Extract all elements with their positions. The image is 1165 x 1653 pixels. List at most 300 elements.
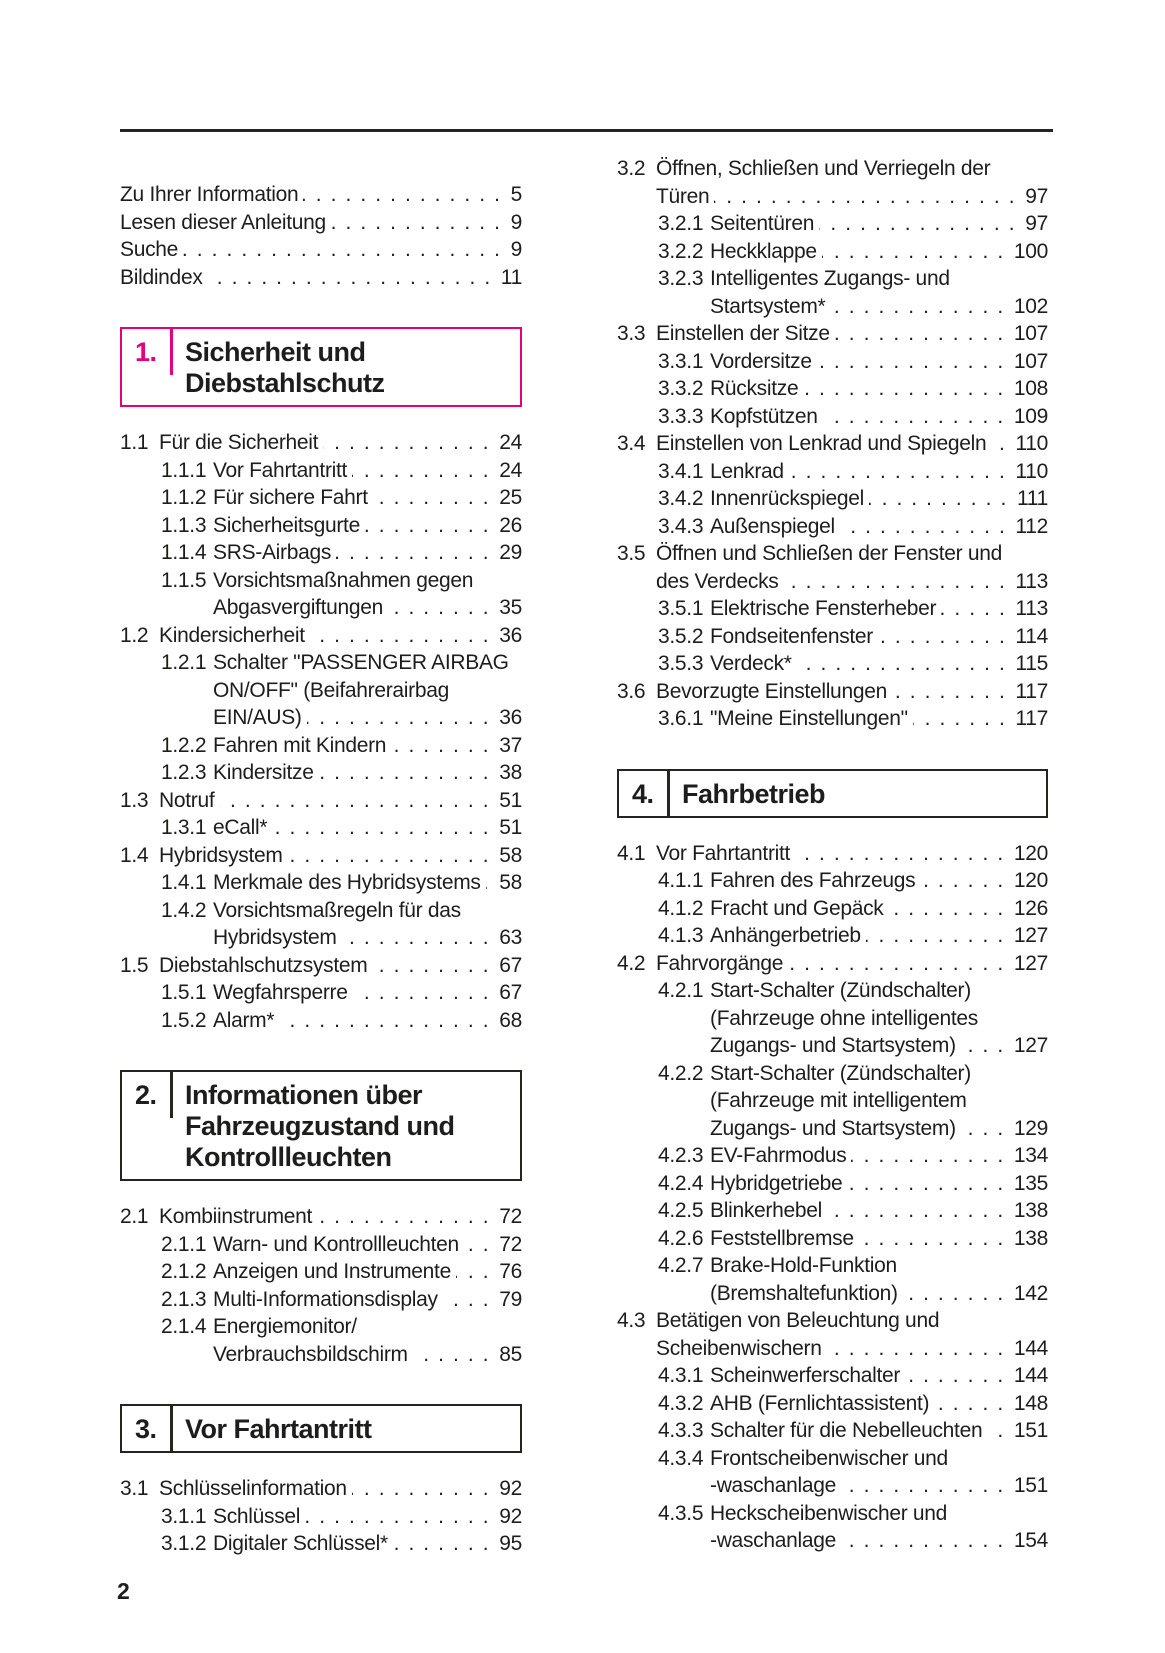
dot-leader — [486, 869, 491, 897]
dot-leader — [859, 1225, 1005, 1253]
toc-entry — [617, 922, 1048, 950]
dot-leader — [789, 458, 1007, 486]
toc-entry — [120, 649, 522, 732]
entry-number: 4.2.3 — [658, 1144, 704, 1167]
toc-entry — [120, 1530, 522, 1558]
entry-title: Heckscheibenwischer und — [710, 1501, 948, 1525]
dot-leader — [795, 840, 1005, 868]
toc-entry-line — [617, 403, 1048, 431]
entry-number: 3.4.1 — [658, 459, 704, 483]
section-title — [170, 1072, 463, 1179]
toc-entry — [617, 1142, 1048, 1170]
entry-title: Merkmale des Hybridsystems — [213, 871, 481, 894]
entry-page: 68 — [499, 1008, 522, 1032]
entry-page: 138 — [1013, 1226, 1048, 1250]
toc-entry — [617, 705, 1048, 733]
entry-title: Schalter "PASSENGER AIRBAG — [213, 651, 509, 674]
dot-leader — [783, 568, 1006, 596]
toc-entry-line — [617, 293, 1048, 321]
entry-page: 97 — [1025, 212, 1048, 235]
dot-leader — [288, 842, 491, 870]
dot-leader — [365, 512, 490, 540]
toc-entry-line — [120, 236, 522, 264]
entry-page: 111 — [1016, 487, 1048, 510]
dot-leader — [388, 594, 490, 622]
entry-page: 129 — [1013, 1116, 1048, 1140]
toc-entry — [120, 209, 522, 237]
toc-entry-line — [120, 1286, 522, 1314]
toc-entry-line — [617, 1307, 1048, 1335]
toc-entry — [120, 622, 522, 650]
dot-leader — [991, 430, 1006, 458]
entry-title: Lenkrad — [710, 459, 784, 483]
entry-number: 1.1.5 — [161, 568, 207, 592]
entry-title: Kindersicherheit — [159, 623, 305, 647]
toc-entry — [617, 1060, 1048, 1143]
entry-page: 127 — [1013, 951, 1048, 975]
entry-title: Heckklappe — [710, 239, 817, 263]
toc-entry-line — [120, 1007, 522, 1035]
dot-leader — [272, 814, 490, 842]
entry-title: Energiemonitor/ — [213, 1315, 357, 1338]
toc-entry-line — [120, 1258, 522, 1286]
toc-entry-line — [617, 568, 1048, 596]
entry-number: 3.3.1 — [658, 349, 704, 373]
toc-entry-line — [120, 924, 522, 952]
entry-page: 67 — [499, 981, 522, 1004]
toc-entry — [120, 429, 522, 457]
toc-entry — [120, 979, 522, 1007]
toc-entry-line — [120, 1503, 522, 1531]
entry-page: 102 — [1013, 294, 1048, 318]
entry-number: 3.1.1 — [161, 1504, 207, 1528]
dot-leader — [823, 403, 1005, 431]
entry-number: 2.1.3 — [161, 1287, 207, 1311]
toc-entry — [120, 842, 522, 870]
toc-entry — [617, 1500, 1048, 1555]
entry-number: 1.1.3 — [161, 513, 207, 537]
dot-leader — [822, 238, 1005, 266]
toc-entry-line — [617, 183, 1048, 211]
toc-entry-line — [120, 759, 522, 787]
entry-number: 3.3.2 — [658, 377, 704, 400]
section-title-line: Vor Fahrtantritt — [185, 1414, 372, 1444]
entry-page: 37 — [499, 733, 522, 757]
entry-number: 4.2 — [617, 951, 646, 975]
entry-number: 3.5.1 — [658, 597, 704, 620]
entry-number: 1.4 — [120, 843, 149, 867]
toc-entry-line — [120, 649, 522, 677]
entry-title: Start-Schalter (Zündschalter) — [710, 979, 971, 1002]
toc-entry — [120, 236, 522, 264]
entry-number: 1.4.2 — [161, 898, 207, 922]
entry-title: Digitaler Schlüssel* — [213, 1532, 388, 1555]
toc-entry — [617, 623, 1048, 651]
entry-number: 4.1.2 — [658, 896, 704, 920]
toc-entry-line — [617, 1005, 1048, 1033]
entry-number: 4.2.5 — [658, 1199, 704, 1222]
toc-entry-line — [120, 952, 522, 980]
dot-leader — [303, 181, 501, 209]
toc-entry-line — [617, 238, 1048, 266]
toc-entry-line — [617, 1115, 1048, 1143]
dot-leader — [835, 320, 1005, 348]
toc-entry — [617, 1170, 1048, 1198]
entry-title: Lesen dieser Anleitung — [120, 210, 326, 234]
dot-leader — [342, 924, 491, 952]
dot-leader — [803, 375, 1005, 403]
dot-leader — [443, 1286, 490, 1314]
entry-number: 3.2.1 — [658, 212, 704, 235]
toc-entry — [617, 1197, 1048, 1225]
entry-title: (Fahrzeuge ohne intelligentes — [710, 1006, 978, 1030]
entry-page: 117 — [1015, 707, 1048, 730]
section-box — [120, 1070, 522, 1181]
entry-number: 1.1 — [120, 431, 149, 454]
section-title-line: Kontrollleuchten — [185, 1142, 392, 1172]
toc-entry — [617, 430, 1048, 458]
toc-entry — [120, 1258, 522, 1286]
entry-title: Innenrückspiegel — [710, 487, 864, 510]
dot-leader — [310, 622, 490, 650]
toc-entry — [120, 814, 522, 842]
entry-page: 148 — [1013, 1391, 1048, 1415]
toc-entry — [120, 512, 522, 540]
toc-entry-line — [617, 650, 1048, 678]
entry-title: Elektrische Fensterheber — [710, 597, 937, 620]
entry-number: 4.3 — [617, 1309, 646, 1332]
entry-title: Alarm* — [213, 1008, 275, 1032]
entry-number: 4.2.4 — [658, 1171, 704, 1195]
entry-page: 35 — [499, 596, 522, 619]
toc-entry-line — [617, 1472, 1048, 1500]
toc-entry-line — [120, 1341, 522, 1369]
entry-number: 4.2.1 — [658, 979, 704, 1002]
dot-leader — [913, 705, 1007, 733]
entry-page: 72 — [499, 1205, 522, 1228]
dot-leader — [307, 704, 491, 732]
dot-leader — [851, 1142, 1004, 1170]
entry-title: Bildindex — [120, 265, 203, 289]
entry-title: Verbrauchsbildschirm — [213, 1342, 408, 1366]
toc-entry-line — [617, 623, 1048, 651]
toc-entry — [120, 952, 522, 980]
toc-entry — [617, 375, 1048, 403]
toc-entry-line — [617, 922, 1048, 950]
entry-page: 72 — [499, 1232, 522, 1256]
toc-entry — [617, 265, 1048, 320]
entry-number: 3.3 — [617, 322, 646, 345]
section-divider — [667, 771, 670, 817]
entry-number: 1.1.1 — [161, 458, 207, 482]
toc-entry-group — [120, 1203, 522, 1368]
entry-title: -waschanlage — [710, 1474, 836, 1497]
toc-entry — [617, 1445, 1048, 1500]
entry-number: 3.1.2 — [161, 1532, 207, 1555]
toc-entry-line — [120, 897, 522, 925]
entry-number: 1.2.2 — [161, 733, 207, 757]
toc-entry-line — [617, 1087, 1048, 1115]
toc-entry-line — [120, 842, 522, 870]
entry-number: 3.2 — [617, 157, 646, 180]
toc-entry-line — [120, 677, 522, 705]
toc-entry-line — [617, 1032, 1048, 1060]
entry-number: 4.2.6 — [658, 1226, 704, 1250]
dot-leader — [353, 979, 491, 1007]
dot-leader — [961, 1032, 1005, 1060]
entry-number: 1.5.1 — [161, 981, 207, 1004]
toc-entry-line — [617, 1527, 1048, 1555]
entry-page: 51 — [499, 788, 522, 812]
section-number: 1. — [135, 337, 157, 367]
entry-number: 1.3.1 — [161, 816, 207, 839]
toc-entry — [617, 1390, 1048, 1418]
toc-entry-line — [617, 1197, 1048, 1225]
toc-entry-group — [120, 429, 522, 1034]
entry-title: Seitentüren — [710, 212, 815, 235]
section-title-line: Fahrzeugzustand und — [185, 1111, 455, 1141]
toc-entry — [617, 1252, 1048, 1307]
entry-title: Für die Sicherheit — [159, 431, 319, 454]
entry-title: Öffnen und Schließen der Fenster und — [656, 542, 1003, 565]
entry-title: Zugangs- und Startsystem) — [710, 1116, 956, 1140]
toc-entry-line — [120, 787, 522, 815]
page-number: 2 — [117, 1578, 130, 1604]
entry-page: 92 — [499, 1477, 522, 1500]
entry-title: Startsystem* — [710, 294, 826, 318]
entry-page: 127 — [1013, 924, 1048, 947]
dot-leader — [391, 732, 490, 760]
toc-entry-line — [617, 485, 1048, 513]
entry-page: 154 — [1013, 1529, 1048, 1552]
entry-title: Zugangs- und Startsystem) — [710, 1034, 956, 1057]
dot-leader — [889, 895, 1005, 923]
entry-number: 3.2.2 — [658, 239, 704, 263]
entry-number: 3.6 — [617, 679, 646, 703]
section-box — [120, 1404, 522, 1453]
toc-entry — [120, 1313, 522, 1368]
dot-leader — [393, 1530, 490, 1558]
entry-number: 2.1.1 — [161, 1232, 207, 1256]
toc-entry — [120, 539, 522, 567]
dot-leader — [352, 457, 490, 485]
toc-entry — [617, 458, 1048, 486]
entry-number: 4.3.2 — [658, 1391, 704, 1415]
entry-title: (Fahrzeuge mit intelligentem — [710, 1089, 967, 1112]
entry-title: Diebstahlschutzsystem — [159, 953, 368, 977]
dot-leader — [208, 264, 492, 292]
toc-entry-line — [120, 1475, 522, 1503]
entry-title: Multi-Informationsdisplay — [213, 1287, 438, 1311]
toc-entry — [120, 869, 522, 897]
entry-page: 95 — [499, 1532, 522, 1555]
entry-number: 1.1.2 — [161, 486, 207, 509]
entry-page: 113 — [1015, 597, 1048, 620]
toc-entry-line — [617, 895, 1048, 923]
dot-leader — [817, 348, 1005, 376]
toc-entry-line — [617, 540, 1048, 568]
toc-entry-line — [617, 1390, 1048, 1418]
toc-entry-line — [120, 1313, 522, 1341]
entry-title: Türen — [656, 184, 710, 208]
toc-entry-line — [120, 1203, 522, 1231]
entry-page: 110 — [1015, 432, 1048, 455]
entry-number: 1.1.4 — [161, 541, 207, 564]
entry-title: Schlüssel — [213, 1504, 301, 1528]
toc-entry-line — [617, 1280, 1048, 1308]
entry-title: Vorsichtsmaßnahmen gegen — [213, 568, 474, 592]
entry-title: Hybridsystem — [213, 926, 337, 949]
dot-leader — [869, 485, 1008, 513]
entry-page: 24 — [499, 431, 522, 454]
toc-entry — [617, 1307, 1048, 1362]
dot-leader — [827, 1335, 1005, 1363]
section-title — [667, 771, 833, 816]
dot-leader — [797, 650, 1007, 678]
entry-title: Notruf — [159, 788, 215, 812]
toc-entry — [120, 567, 522, 622]
entry-number: 3.4.2 — [658, 487, 704, 510]
entry-page: 92 — [499, 1504, 522, 1528]
entry-title: -waschanlage — [710, 1529, 836, 1552]
toc-entry-line — [617, 265, 1048, 293]
toc-entry-line — [120, 1231, 522, 1259]
entry-number: 4.1.3 — [658, 924, 704, 947]
dot-leader — [305, 1503, 490, 1531]
toc-entry — [617, 1417, 1048, 1445]
toc-entry-line — [617, 155, 1048, 183]
entry-page: 138 — [1013, 1199, 1048, 1222]
dot-leader — [987, 1417, 1005, 1445]
entry-number: 4.1.1 — [658, 869, 704, 892]
entry-number: 1.2.3 — [161, 761, 207, 784]
entry-number: 2.1.4 — [161, 1315, 207, 1338]
entry-title: (Bremshaltefunktion) — [710, 1281, 898, 1305]
dot-leader — [372, 952, 490, 980]
entry-title: AHB (Fernlichtassistent) — [710, 1391, 930, 1415]
entry-title: Vorsichtsmaßregeln für das — [213, 898, 461, 922]
entry-page: 144 — [1013, 1364, 1048, 1387]
dot-leader — [847, 1170, 1004, 1198]
toc-entry-line — [120, 429, 522, 457]
entry-title: Blinkerhebel — [710, 1199, 822, 1222]
entry-title: Warn- und Kontrollleuchten — [213, 1232, 459, 1256]
toc-entry-line — [617, 1417, 1048, 1445]
toc-entry-line — [617, 840, 1048, 868]
dot-leader — [373, 484, 490, 512]
toc-entry-line — [617, 375, 1048, 403]
toc-entry — [617, 840, 1048, 868]
toc-entry-line — [120, 594, 522, 622]
entry-title: Hybridsystem — [159, 843, 283, 867]
toc-entry-line — [617, 458, 1048, 486]
section-number: 2. — [135, 1080, 157, 1110]
entry-page: 38 — [499, 761, 522, 784]
entry-number: 1.2.1 — [161, 651, 207, 674]
entry-title: Frontscheibenwischer und — [710, 1446, 948, 1470]
entry-title: Für sichere Fahrt — [213, 486, 368, 509]
toc-entry-line — [617, 1060, 1048, 1088]
entry-number: 3.4.3 — [658, 514, 704, 538]
entry-title: Fahrvorgänge — [656, 951, 784, 975]
entry-page: 36 — [499, 706, 522, 729]
section-divider — [170, 1406, 173, 1452]
entry-page: 24 — [499, 458, 522, 482]
entry-page: 85 — [499, 1342, 522, 1366]
entry-page: 9 — [510, 210, 522, 234]
toc-entry — [120, 1286, 522, 1314]
section-title-line: Fahrbetrieb — [682, 778, 826, 809]
toc-entry — [617, 950, 1048, 978]
toc-entry — [120, 1475, 522, 1503]
toc-entry — [120, 1231, 522, 1259]
entry-title: Fahren mit Kindern — [213, 733, 387, 757]
toc-entry-line — [617, 1225, 1048, 1253]
section-divider — [170, 1072, 173, 1118]
toc-entry-line — [617, 430, 1048, 458]
toc-entry — [617, 867, 1048, 895]
entry-number: 4.1 — [617, 841, 646, 865]
entry-title: des Verdecks — [656, 569, 779, 593]
toc-entry — [617, 678, 1048, 706]
toc-entry — [120, 759, 522, 787]
entry-page: 120 — [1013, 869, 1048, 892]
toc-entry-line — [120, 1530, 522, 1558]
toc-entry-line — [120, 979, 522, 1007]
entry-title: Fahren des Fahrzeugs — [710, 869, 916, 892]
toc-entry-line — [617, 1362, 1048, 1390]
toc-entry — [120, 897, 522, 952]
entry-number: 3.4 — [617, 432, 646, 455]
dot-leader — [934, 1390, 1005, 1418]
toc-entry-line — [617, 678, 1048, 706]
entry-number: 4.3.1 — [658, 1364, 704, 1387]
toc-entry — [120, 264, 522, 292]
entry-title: Sicherheitsgurte — [213, 513, 360, 537]
entry-number: 1.5.2 — [161, 1008, 207, 1032]
toc-entry — [617, 238, 1048, 266]
dot-leader — [279, 1007, 490, 1035]
entry-title: Brake-Hold-Funktion — [710, 1254, 897, 1277]
section-title-line: Informationen über — [185, 1080, 423, 1110]
dot-leader — [319, 759, 491, 787]
entry-page: 135 — [1013, 1171, 1048, 1195]
entry-title: Vor Fahrtantritt — [656, 841, 791, 865]
dot-leader — [317, 1203, 490, 1231]
entry-page: 63 — [499, 926, 522, 949]
entry-page: 127 — [1013, 1034, 1048, 1057]
toc-entry-line — [617, 1142, 1048, 1170]
entry-page: 151 — [1013, 1419, 1048, 1442]
toc-entry-line — [120, 567, 522, 595]
entry-title: Öffnen, Schließen und Verriegeln der — [656, 157, 991, 180]
toc-entry-line — [617, 320, 1048, 348]
dot-leader — [456, 1258, 490, 1286]
toc-entry-line — [617, 867, 1048, 895]
entry-number: 4.3.5 — [658, 1501, 704, 1525]
entry-title: Scheinwerferschalter — [710, 1364, 901, 1387]
entry-title: Wegfahrsperre — [213, 981, 348, 1004]
toc-entry — [617, 1225, 1048, 1253]
entry-title: Einstellen von Lenkrad und Spiegeln — [656, 432, 987, 455]
section-number: 3. — [135, 1414, 157, 1444]
entry-number: 1.4.1 — [161, 871, 207, 894]
entry-page: 26 — [499, 513, 522, 537]
toc-entry-line — [617, 1335, 1048, 1363]
toc-entry — [120, 181, 522, 209]
dot-leader — [183, 236, 502, 264]
entry-number: 3.5 — [617, 542, 646, 565]
